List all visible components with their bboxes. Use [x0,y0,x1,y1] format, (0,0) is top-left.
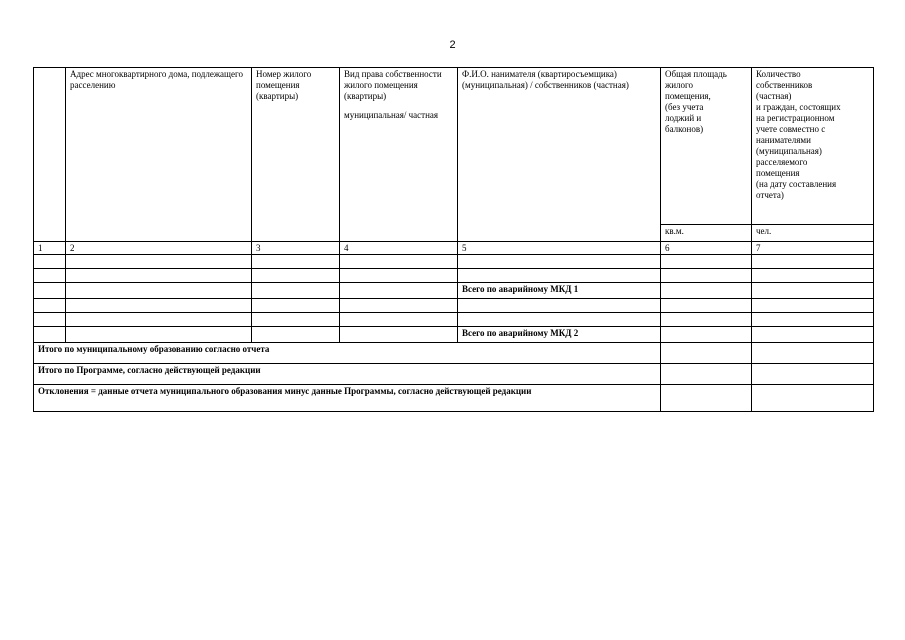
data-cell [661,299,752,313]
data-cell [34,255,66,269]
data-row [34,255,874,269]
header-tenant-name [458,68,661,225]
header-apartment-number [252,68,340,225]
data-cell [340,269,458,283]
header-ownership-type [340,68,458,225]
header-area-line: (без учета [665,102,704,112]
header-residents-line: и граждан, состоящих [756,102,841,112]
header-residents-line: отчета) [756,190,784,200]
column-number: 2 [66,242,252,255]
data-cell [34,269,66,283]
data-cell [661,283,752,299]
header-residents-line: на регистрационном [756,113,835,123]
column-number: 3 [252,242,340,255]
data-cell [752,283,874,299]
subtotal-row-2 [34,327,874,343]
data-cell [66,255,252,269]
header-residents-line: расселяемого [756,157,808,167]
data-cell [66,313,252,327]
data-cell [458,269,661,283]
data-cell [661,313,752,327]
data-cell [66,283,252,299]
column-number: 7 [752,242,874,255]
subtotal-row-1 [34,283,874,299]
header-residents-line: (муниципальная) [756,146,822,156]
units-cell [340,225,458,242]
data-cell [752,299,874,313]
data-cell [252,327,340,343]
header-row [34,68,874,225]
data-cell [458,313,661,327]
data-cell [340,299,458,313]
header-area-line: лоджий и [665,113,702,123]
summary-row-deviation [34,385,874,412]
column-number: 6 [661,242,752,255]
header-area-line: помещения, [665,91,711,101]
data-cell [752,255,874,269]
units-cell [252,225,340,242]
data-cell [34,313,66,327]
data-cell [752,364,874,385]
page-number: 2 [449,39,456,51]
data-cell [752,313,874,327]
units-cell [34,225,66,242]
header-residents-line: собственников [756,80,813,90]
data-cell [340,283,458,299]
data-cell [34,283,66,299]
header-ownership-values: муниципальная/ частная [344,110,439,120]
data-cell [252,313,340,327]
header-col-1 [34,68,66,225]
header-area-line: балконов) [665,124,704,134]
header-tenant-label: Ф.И.О. нанимателя (квартиросъемщика) (муниципальная) / собственников (частная) [462,69,629,90]
header-residents-line: нанимателями [756,135,811,145]
data-cell [458,255,661,269]
unit-people: чел. [752,225,874,242]
summary-label: Итого по муниципальному образованию согласно отчета [34,343,661,364]
data-cell [458,299,661,313]
summary-row-program [34,364,874,385]
data-cell [661,343,752,364]
data-row [34,269,874,283]
header-residents-line: (на дату составления [756,179,837,189]
units-cell [458,225,661,242]
data-cell [752,327,874,343]
data-cell [340,313,458,327]
data-cell [34,327,66,343]
units-cell [66,225,252,242]
data-cell [752,269,874,283]
data-cell [661,327,752,343]
data-cell [66,269,252,283]
column-numbers-row [34,242,874,255]
column-number: 1 [34,242,66,255]
relocation-report-table [33,67,874,412]
data-cell [252,255,340,269]
header-residents-line: помещения [756,168,800,178]
summary-row-municipal [34,343,874,364]
data-cell [661,364,752,385]
data-cell [661,255,752,269]
header-residents-line: Количество [756,69,801,79]
header-apartment-label: Номер жилого помещения (квартиры) [256,69,312,101]
summary-label: Итого по Программе, согласно действующей редакции [34,364,661,385]
data-cell [340,255,458,269]
header-area-line: Общая площадь [665,69,727,79]
subtotal-label: Всего по аварийному МКД 1 [458,283,661,299]
header-address [66,68,252,225]
header-area [661,68,752,225]
summary-label: Отклонения = данные отчета муниципального образования минус данные Программы, согласно действующей редакции [34,385,661,412]
data-cell [752,343,874,364]
data-cell [252,299,340,313]
data-cell [752,385,874,412]
data-cell [34,299,66,313]
column-number: 4 [340,242,458,255]
data-row [34,313,874,327]
header-residents-line: (частная) [756,91,792,101]
data-cell [661,385,752,412]
data-row [34,299,874,313]
data-cell [66,327,252,343]
header-residents-count [752,68,874,225]
data-cell [252,283,340,299]
header-residents-line: учете совместно с [756,124,826,134]
header-address-label: Адрес многоквартирного дома, подлежащего расселению [70,69,243,90]
units-row [34,225,874,242]
subtotal-label: Всего по аварийному МКД 2 [458,327,661,343]
column-number: 5 [458,242,661,255]
unit-area: кв.м. [661,225,752,242]
data-cell [66,299,252,313]
header-area-line: жилого [665,80,693,90]
data-cell [252,269,340,283]
header-ownership-label: Вид права собственности жилого помещения (квартиры) [344,69,442,101]
data-cell [661,269,752,283]
data-cell [340,327,458,343]
